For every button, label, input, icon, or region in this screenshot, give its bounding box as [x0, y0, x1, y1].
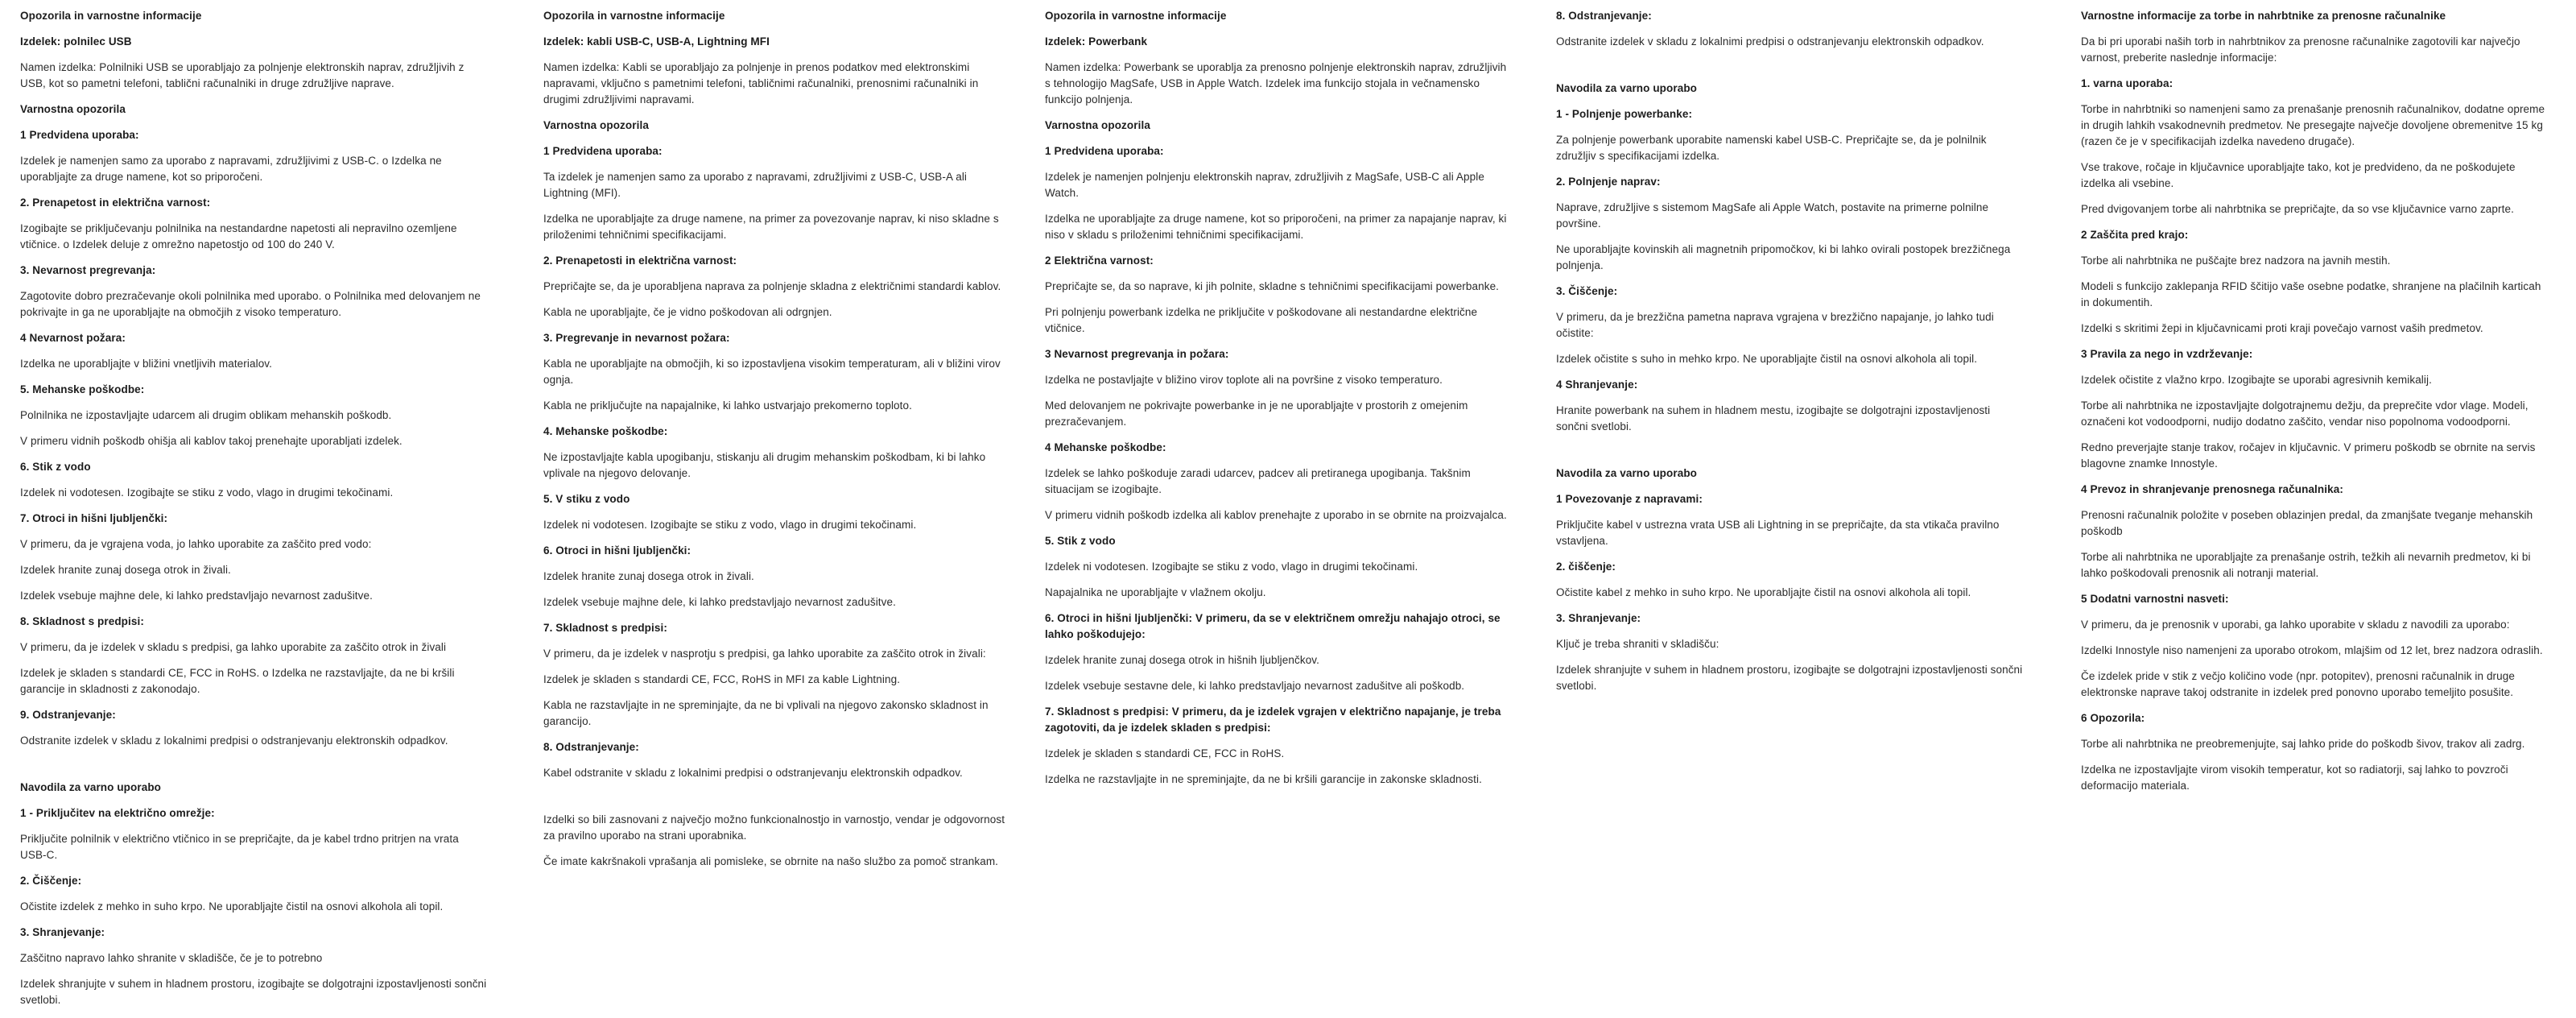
paragraph: Očistite kabel z mehko in suho krpo. Ne uporabljajte čistil na osnovi alkohola ali topil.: [1556, 586, 1971, 598]
paragraph: Zaščitno napravo lahko shranite v skladišče, če je to potrebno: [20, 952, 323, 964]
section-heading: 6. Stik z vodo: [20, 461, 91, 473]
paragraph: Izdelek očistite s suho in mehko krpo. Ne uporabljajte čistil na osnovi alkohola ali topil.: [1556, 353, 1978, 365]
column-laptop-bags: [2081, 8, 2552, 804]
paragraph: Kabla ne priključujte na napajalnike, ki lahko ustvarjajo prekomerno toploto.: [543, 399, 912, 412]
paragraph: Ne izpostavljajte kabla upogibanju, stiskanju ali drugim mehanskim poškodbam, ki bi lahko vplivale na njegovo delovanje.: [543, 451, 986, 479]
section-heading: 5. Stik z vodo: [1045, 535, 1116, 547]
paragraph: Izdelka ne uporabljajte za druge namene, kot so priporočeni, na primer za napajanje naprav, ki niso v skladu s priloženimi tehničnimi specifikacijami.: [1045, 213, 1507, 241]
paragraph: V primeru vidnih poškodb izdelka ali kablov prenehajte z uporabo in se obrnite na proizvajalca.: [1045, 509, 1507, 521]
section-heading: 2. čiščenje:: [1556, 561, 1616, 573]
paragraph: Izdelka ne uporabljajte v bližini vnetljivih materialov.: [20, 358, 273, 370]
section-heading: Varnostne informacije za torbe in nahrbtnike za prenosne računalnike: [2081, 10, 2446, 22]
paragraph: Izdelki so bili zasnovani z največjo možno funkcionalnostjo in varnostjo, vendar je odgovornost za pravilno uporabo na strani uporabnika.: [543, 813, 1005, 842]
section-heading: 2. Prenapetost in električna varnost:: [20, 197, 211, 209]
paragraph: Izdelka ne postavljajte v bližino virov toplote ali na površine z visoko temperaturo.: [1045, 374, 1443, 386]
paragraph: Izdelek očistite z vlažno krpo. Izogibajte se uporabi agresivnih kemikalij.: [2081, 374, 2432, 386]
paragraph: Izdelek hranite zunaj dosega otrok in hišnih ljubljenčkov.: [1045, 654, 1319, 666]
section-spacer: [20, 759, 487, 780]
paragraph: Ta izdelek je namenjen samo za uporabo z napravami, združljivimi z USB-C, USB-A ali Lightning (MFI).: [543, 171, 968, 199]
section-heading: 1 - Polnjenje powerbanke:: [1556, 108, 1693, 120]
paragraph: V primeru, da je vgrajena voda, jo lahko uporabite za zaščito pred vodo:: [20, 538, 372, 550]
section-heading: 1. varna uporaba:: [2081, 77, 2174, 89]
section-heading: 7. Otroci in hišni ljubljenčki:: [20, 512, 168, 524]
section-heading: 8. Odstranjevanje:: [543, 741, 639, 753]
section-heading: 4 Mehanske poškodbe:: [1045, 441, 1166, 453]
paragraph: V primeru, da je prenosnik v uporabi, ga lahko uporabite v skladu z navodili za uporabo:: [2081, 619, 2510, 631]
section-heading: 4 Prevoz in shranjevanje prenosnega računalnika:: [2081, 483, 2343, 495]
paragraph: Prenosni računalnik položite v poseben oblazinjen predal, da zmanjšate tveganje mehanskih poškodb: [2081, 509, 2533, 537]
paragraph: Izdelek je skladen s standardi CE, FCC in RoHS.: [1045, 747, 1285, 759]
section-heading: 2 Zaščita pred krajo:: [2081, 229, 2189, 241]
section-heading: 2 Električna varnost:: [1045, 254, 1154, 267]
section-heading: 4. Mehanske poškodbe:: [543, 425, 668, 437]
section-heading: 1 Predvidena uporaba:: [20, 129, 139, 141]
column-usage-instructions: [1556, 8, 2023, 704]
paragraph: Napajalnika ne uporabljajte v vlažnem okolju.: [1045, 586, 1266, 598]
paragraph: Očistite izdelek z mehko in suho krpo. Ne uporabljajte čistil na osnovi alkohola ali topil.: [20, 900, 444, 912]
section-heading: 7. Skladnost s predpisi: V primeru, da je izdelek vgrajen v električno napajanje, je treba zagotoviti, da je izdelek skladen s predpisi:: [1045, 706, 1501, 734]
section-spacer: [1556, 60, 2023, 81]
paragraph: Med delovanjem ne pokrivajte powerbanke in je ne uporabljajte v prostorih z omejenim prezračevanjem.: [1045, 399, 1468, 428]
section-heading: 3. Shranjevanje:: [20, 926, 105, 938]
section-heading: 5. V stiku z vodo: [543, 493, 630, 505]
paragraph: Torbe ali nahrbtnika ne puščajte brez nadzora na javnih mestih.: [2081, 254, 2391, 267]
section-heading: 5 Dodatni varnostni nasveti:: [2081, 593, 2229, 605]
section-heading: 5. Mehanske poškodbe:: [20, 383, 145, 395]
section-heading: 8. Skladnost s predpisi:: [20, 615, 144, 627]
section-heading: 7. Skladnost s predpisi:: [543, 622, 667, 634]
section-heading: 6 Opozorila:: [2081, 712, 2145, 724]
section-heading: Varnostna opozorila: [20, 103, 126, 115]
section-heading: 2. Polnjenje naprav:: [1556, 176, 1661, 188]
section-heading: Izdelek: Powerbank: [1045, 35, 1148, 48]
paragraph: Priključite polnilnik v električno vtičnico in se prepričajte, da je kabel trdno pritrjen na vrata USB-C.: [20, 833, 459, 861]
section-heading: 4 Shranjevanje:: [1556, 379, 1638, 391]
paragraph: Če imate kakršnakoli vprašanja ali pomisleke, se obrnite na našo službo za pomoč strankam.: [543, 855, 999, 867]
paragraph: Izdelek ni vodotesen. Izogibajte se stiku z vodo, vlago in drugimi tekočinami.: [1045, 561, 1418, 573]
section-heading: 1 Povezovanje z napravami:: [1556, 493, 1703, 505]
section-heading: 3. Čiščenje:: [1556, 285, 1618, 297]
paragraph: V primeru vidnih poškodb ohišja ali kablov takoj prenehajte uporabljati izdelek.: [20, 435, 402, 447]
section-heading: 2. Čiščenje:: [20, 875, 82, 887]
section-heading: Varnostna opozorila: [543, 119, 649, 131]
section-heading: 3. Nevarnost pregrevanja:: [20, 264, 156, 276]
section-heading: 3. Shranjevanje:: [1556, 612, 1641, 624]
section-heading: 3. Pregrevanje in nevarnost požara:: [543, 332, 730, 344]
paragraph: Ključ je treba shraniti v skladišču:: [1556, 638, 1719, 650]
section-heading: 9. Odstranjevanje:: [20, 709, 116, 721]
paragraph: Za polnjenje powerbank uporabite namenski kabel USB-C. Prepričajte se, da je polnilnik združljiv s specifikacijami izdelka.: [1556, 134, 1987, 162]
paragraph: Torbe ali nahrbtnika ne uporabljajte za prenašanje ostrih, težkih ali nevarnih predmetov, ki bi lahko poškodovali prenosnik ali notranji material.: [2081, 551, 2531, 579]
paragraph: Hranite powerbank na suhem in hladnem mestu, izogibajte se dolgotrajni izpostavljenosti sončni svetlobi.: [1556, 404, 1991, 432]
paragraph: Izdelek ni vodotesen. Izogibajte se stiku z vodo, vlago in drugimi tekočinami.: [543, 519, 917, 531]
paragraph: Prepričajte se, da je uporabljena naprava za polnjenje skladna z električnimi standardi kablov.: [543, 280, 1001, 292]
column-usb-charger: [20, 8, 487, 1018]
paragraph: Modeli s funkcijo zaklepanja RFID ščitijo vaše osebne podatke, shranjene na plačilnih karticah in dokumentih.: [2081, 280, 2541, 308]
section-heading: Izdelek: kabli USB-C, USB-A, Lightning MFI: [543, 35, 770, 48]
paragraph: Pred dvigovanjem torbe ali nahrbtnika se prepričajte, da so vse ključavnice varno zaprte.: [2081, 203, 2514, 215]
section-spacer: [543, 791, 1010, 812]
column-cables: [543, 8, 1010, 879]
paragraph: Izdelek hranite zunaj dosega otrok in živali.: [20, 564, 231, 576]
column-powerbank: [1045, 8, 1512, 797]
paragraph: V primeru, da je brezžična pametna naprava vgrajena v brezžično napajanje, jo lahko tudi očistite:: [1556, 311, 1994, 339]
paragraph: Kabel odstranite v skladu z lokalnimi predpisi o odstranjevanju elektronskih odpadkov.: [543, 767, 963, 779]
paragraph: Torbe in nahrbtniki so namenjeni samo za prenašanje prenosnih računalnikov, dodatne opreme in drugih lahkih vsakodnevnih predmetov. Ne presegajte največje dovoljene obremenitve 15 kg (razen če je v specifikacijah izdelka navedeno drugače).: [2081, 103, 2545, 147]
section-heading: Opozorila in varnostne informacije: [20, 10, 202, 22]
paragraph: Namen izdelka: Kabli se uporabljajo za polnjenje in prenos podatkov med elektronskimi napravami, vključno s pametnimi telefoni, tabličnimi računalniki, prenosnimi računalniki in drugimi združljivimi napravami.: [543, 61, 979, 106]
section-heading: Izdelek: polnilec USB: [20, 35, 132, 48]
paragraph: Prepričajte se, da so naprave, ki jih polnite, skladne s tehničnimi specifikacijami powerbanke.: [1045, 280, 1500, 292]
paragraph: Izdelka ne razstavljajte in ne spreminjajte, da ne bi kršili garancije in zakonske skladnosti.: [1045, 773, 1482, 785]
paragraph: Izdelek se lahko poškoduje zaradi udarcev, padcev ali pretiranega upogibanja. Takšnim situacijam se izogibajte.: [1045, 467, 1471, 495]
section-heading: Navodila za varno uporabo: [20, 781, 162, 793]
section-heading: 6. Otroci in hišni ljubljenčki: V primeru, da se v električnem omrežju nahajajo otroci, se lahko poškodujejo:: [1045, 612, 1501, 640]
paragraph: Odstranite izdelek v skladu z lokalnimi predpisi o odstranjevanju elektronskih odpadkov.: [1556, 35, 1984, 48]
section-heading: 1 Predvidena uporaba:: [1045, 145, 1164, 157]
section-heading: 2. Prenapetosti in električna varnost:: [543, 254, 737, 267]
paragraph: Pri polnjenju powerbank izdelka ne priključite v poškodovane ali nestandardne električne vtičnice.: [1045, 306, 1478, 334]
section-heading: 3 Nevarnost pregrevanja in požara:: [1045, 348, 1229, 360]
paragraph: Izdelek je namenjen polnjenju elektronskih naprav, združljivih z MagSafe, USB-C ali Apple Watch.: [1045, 171, 1484, 199]
paragraph: Izdelek je skladen s standardi CE, FCC, RoHS in MFI za kable Lightning.: [543, 673, 901, 685]
paragraph: Izdelek ni vodotesen. Izogibajte se stiku z vodo, vlago in drugimi tekočinami.: [20, 486, 394, 499]
section-heading: 3 Pravila za nego in vzdrževanje:: [2081, 348, 2253, 360]
paragraph: Izdelek shranjujte v suhem in hladnem prostoru, izogibajte se dolgotrajni izpostavljenosti sončni svetlobi.: [20, 978, 487, 1006]
paragraph: Izogibajte se priključevanju polnilnika na nestandardne napetosti ali nepravilno ozemljene vtičnice. o Izdelek deluje z omrežno napetostjo od 100 do 240 V.: [20, 222, 457, 250]
paragraph: V primeru, da je izdelek v nasprotju s predpisi, ga lahko uporabite za zaščito otrok in živali:: [543, 648, 986, 660]
paragraph: Namen izdelka: Polnilniki USB se uporabljajo za polnjenje elektronskih naprav, združljivih z USB, kot so pametni telefoni, tablični računalniki in druge združljive naprave.: [20, 61, 464, 89]
paragraph: Izdelki s skritimi žepi in ključavnicami proti kraji povečajo varnost vaših predmetov.: [2081, 322, 2483, 334]
paragraph: Redno preverjajte stanje trakov, ročajev in ključavnic. V primeru poškodb se obrnite na servis blagovne znamke Innostyle.: [2081, 441, 2536, 470]
paragraph: Izdelek vsebuje majhne dele, ki lahko predstavljajo nevarnost zadušitve.: [20, 590, 373, 602]
paragraph: Če izdelek pride v stik z večjo količino vode (npr. potopitev), prenosni računalnik in druge elektronske naprave takoj odstranite in izdelek pred ponovno uporabo temeljito posušite.: [2081, 670, 2515, 698]
paragraph: Izdelki Innostyle niso namenjeni za uporabo otrokom, mlajšim od 12 let, brez nadzora odraslih.: [2081, 644, 2543, 656]
paragraph: Odstranite izdelek v skladu z lokalnimi predpisi o odstranjevanju elektronskih odpadkov.: [20, 735, 448, 747]
paragraph: Izdelek shranjujte v suhem in hladnem prostoru, izogibajte se dolgotrajni izpostavljenosti sončni svetlobi.: [1556, 664, 2023, 692]
paragraph: Izdelek je namenjen samo za uporabo z napravami, združljivimi z USB-C. o Izdelka ne uporabljajte za druge namene, kot so priporočeni.: [20, 155, 442, 183]
paragraph: Izdelek je skladen s standardi CE, FCC in RoHS. o Izdelka ne razstavljajte, da ne bi kršili garancije in skladnosti z zakonodajo.: [20, 667, 455, 695]
section-heading: Navodila za varno uporabo: [1556, 82, 1698, 94]
paragraph: Izdelka ne izpostavljajte virom visokih temperatur, kot so radiatorji, saj lahko to povzroči deformacijo materiala.: [2081, 764, 2508, 792]
paragraph: Namen izdelka: Powerbank se uporablja za prenosno polnjenje elektronskih naprav, združljivih s tehnologijo MagSafe, USB in Apple Watch. Izdelek ima funkcijo stojala in večnamensko funkcijo polnjenja.: [1045, 61, 1507, 106]
paragraph: Da bi pri uporabi naših torb in nahrbtnikov za prenosne računalnike zagotovili kar največjo varnost, preberite naslednje informacije:: [2081, 35, 2520, 64]
paragraph: Kabla ne razstavljajte in ne spreminjajte, da ne bi vplivali na njegovo zakonsko skladnost in garancijo.: [543, 699, 989, 727]
paragraph: Izdelek vsebuje majhne dele, ki lahko predstavljajo nevarnost zadušitve.: [543, 596, 896, 608]
paragraph: Ne uporabljajte kovinskih ali magnetnih pripomočkov, ki bi lahko ovirali postopek brezžičnega polnjenja.: [1556, 243, 2011, 271]
section-heading: Opozorila in varnostne informacije: [1045, 10, 1227, 22]
section-heading: 4 Nevarnost požara:: [20, 332, 126, 344]
paragraph: Izdelek vsebuje sestavne dele, ki lahko predstavljajo nevarnost zadušitve ali poškodb.: [1045, 680, 1465, 692]
paragraph: Izdelek hranite zunaj dosega otrok in živali.: [543, 570, 754, 582]
section-spacer: [1556, 445, 2023, 466]
section-heading: 1 - Priključitev na električno omrežje:: [20, 807, 215, 819]
paragraph: Zagotovite dobro prezračevanje okoli polnilnika med uporabo. o Polnilnika med delovanjem ne pokrivajte in ga ne uporabljajte na območjih z visoko temperaturo.: [20, 290, 481, 318]
paragraph: Vse trakove, ročaje in ključavnice uporabljajte tako, kot je predvideno, da ne poškodujete izdelka ali vsebine.: [2081, 161, 2516, 189]
paragraph: Izdelka ne uporabljajte za druge namene, na primer za povezovanje naprav, ki niso skladne s priloženimi tehničnimi specifikacijami.: [543, 213, 999, 241]
paragraph: Kabla ne uporabljajte na območjih, ki so izpostavljena visokim temperaturam, ali v bližini virov ognja.: [543, 358, 1001, 386]
paragraph: Torbe ali nahrbtnika ne izpostavljajte dolgotrajnemu dežju, da preprečite vdor vlage. Modeli, označeni kot vodoodporni, nudijo dodatno zaščito, vendar niso popolnoma vodoodporni.: [2081, 399, 2529, 428]
section-heading: 8. Odstranjevanje:: [1556, 10, 1652, 22]
paragraph: Polnilnika ne izpostavljajte udarcem ali drugim oblikam mehanskih poškodb.: [20, 409, 392, 421]
paragraph: Kabla ne uporabljajte, če je vidno poškodovan ali odrgnjen.: [543, 306, 832, 318]
section-heading: 1 Predvidena uporaba:: [543, 145, 663, 157]
section-heading: 6. Otroci in hišni ljubljenčki:: [543, 544, 691, 557]
paragraph: Naprave, združljive s sistemom MagSafe ali Apple Watch, postavite na primerne polnilne površine.: [1556, 201, 1989, 230]
paragraph: V primeru, da je izdelek v skladu s predpisi, ga lahko uporabite za zaščito otrok in živali: [20, 641, 447, 653]
paragraph: Priključite kabel v ustrezna vrata USB ali Lightning in se prepričajte, da sta vtikača pravilno vstavljena.: [1556, 519, 2000, 547]
section-heading: Navodila za varno uporabo: [1556, 467, 1698, 479]
section-heading: Varnostna opozorila: [1045, 119, 1150, 131]
paragraph: Torbe ali nahrbtnika ne preobremenjujte, saj lahko pride do poškodb šivov, trakov ali zadrg.: [2081, 738, 2525, 750]
section-heading: Opozorila in varnostne informacije: [543, 10, 725, 22]
